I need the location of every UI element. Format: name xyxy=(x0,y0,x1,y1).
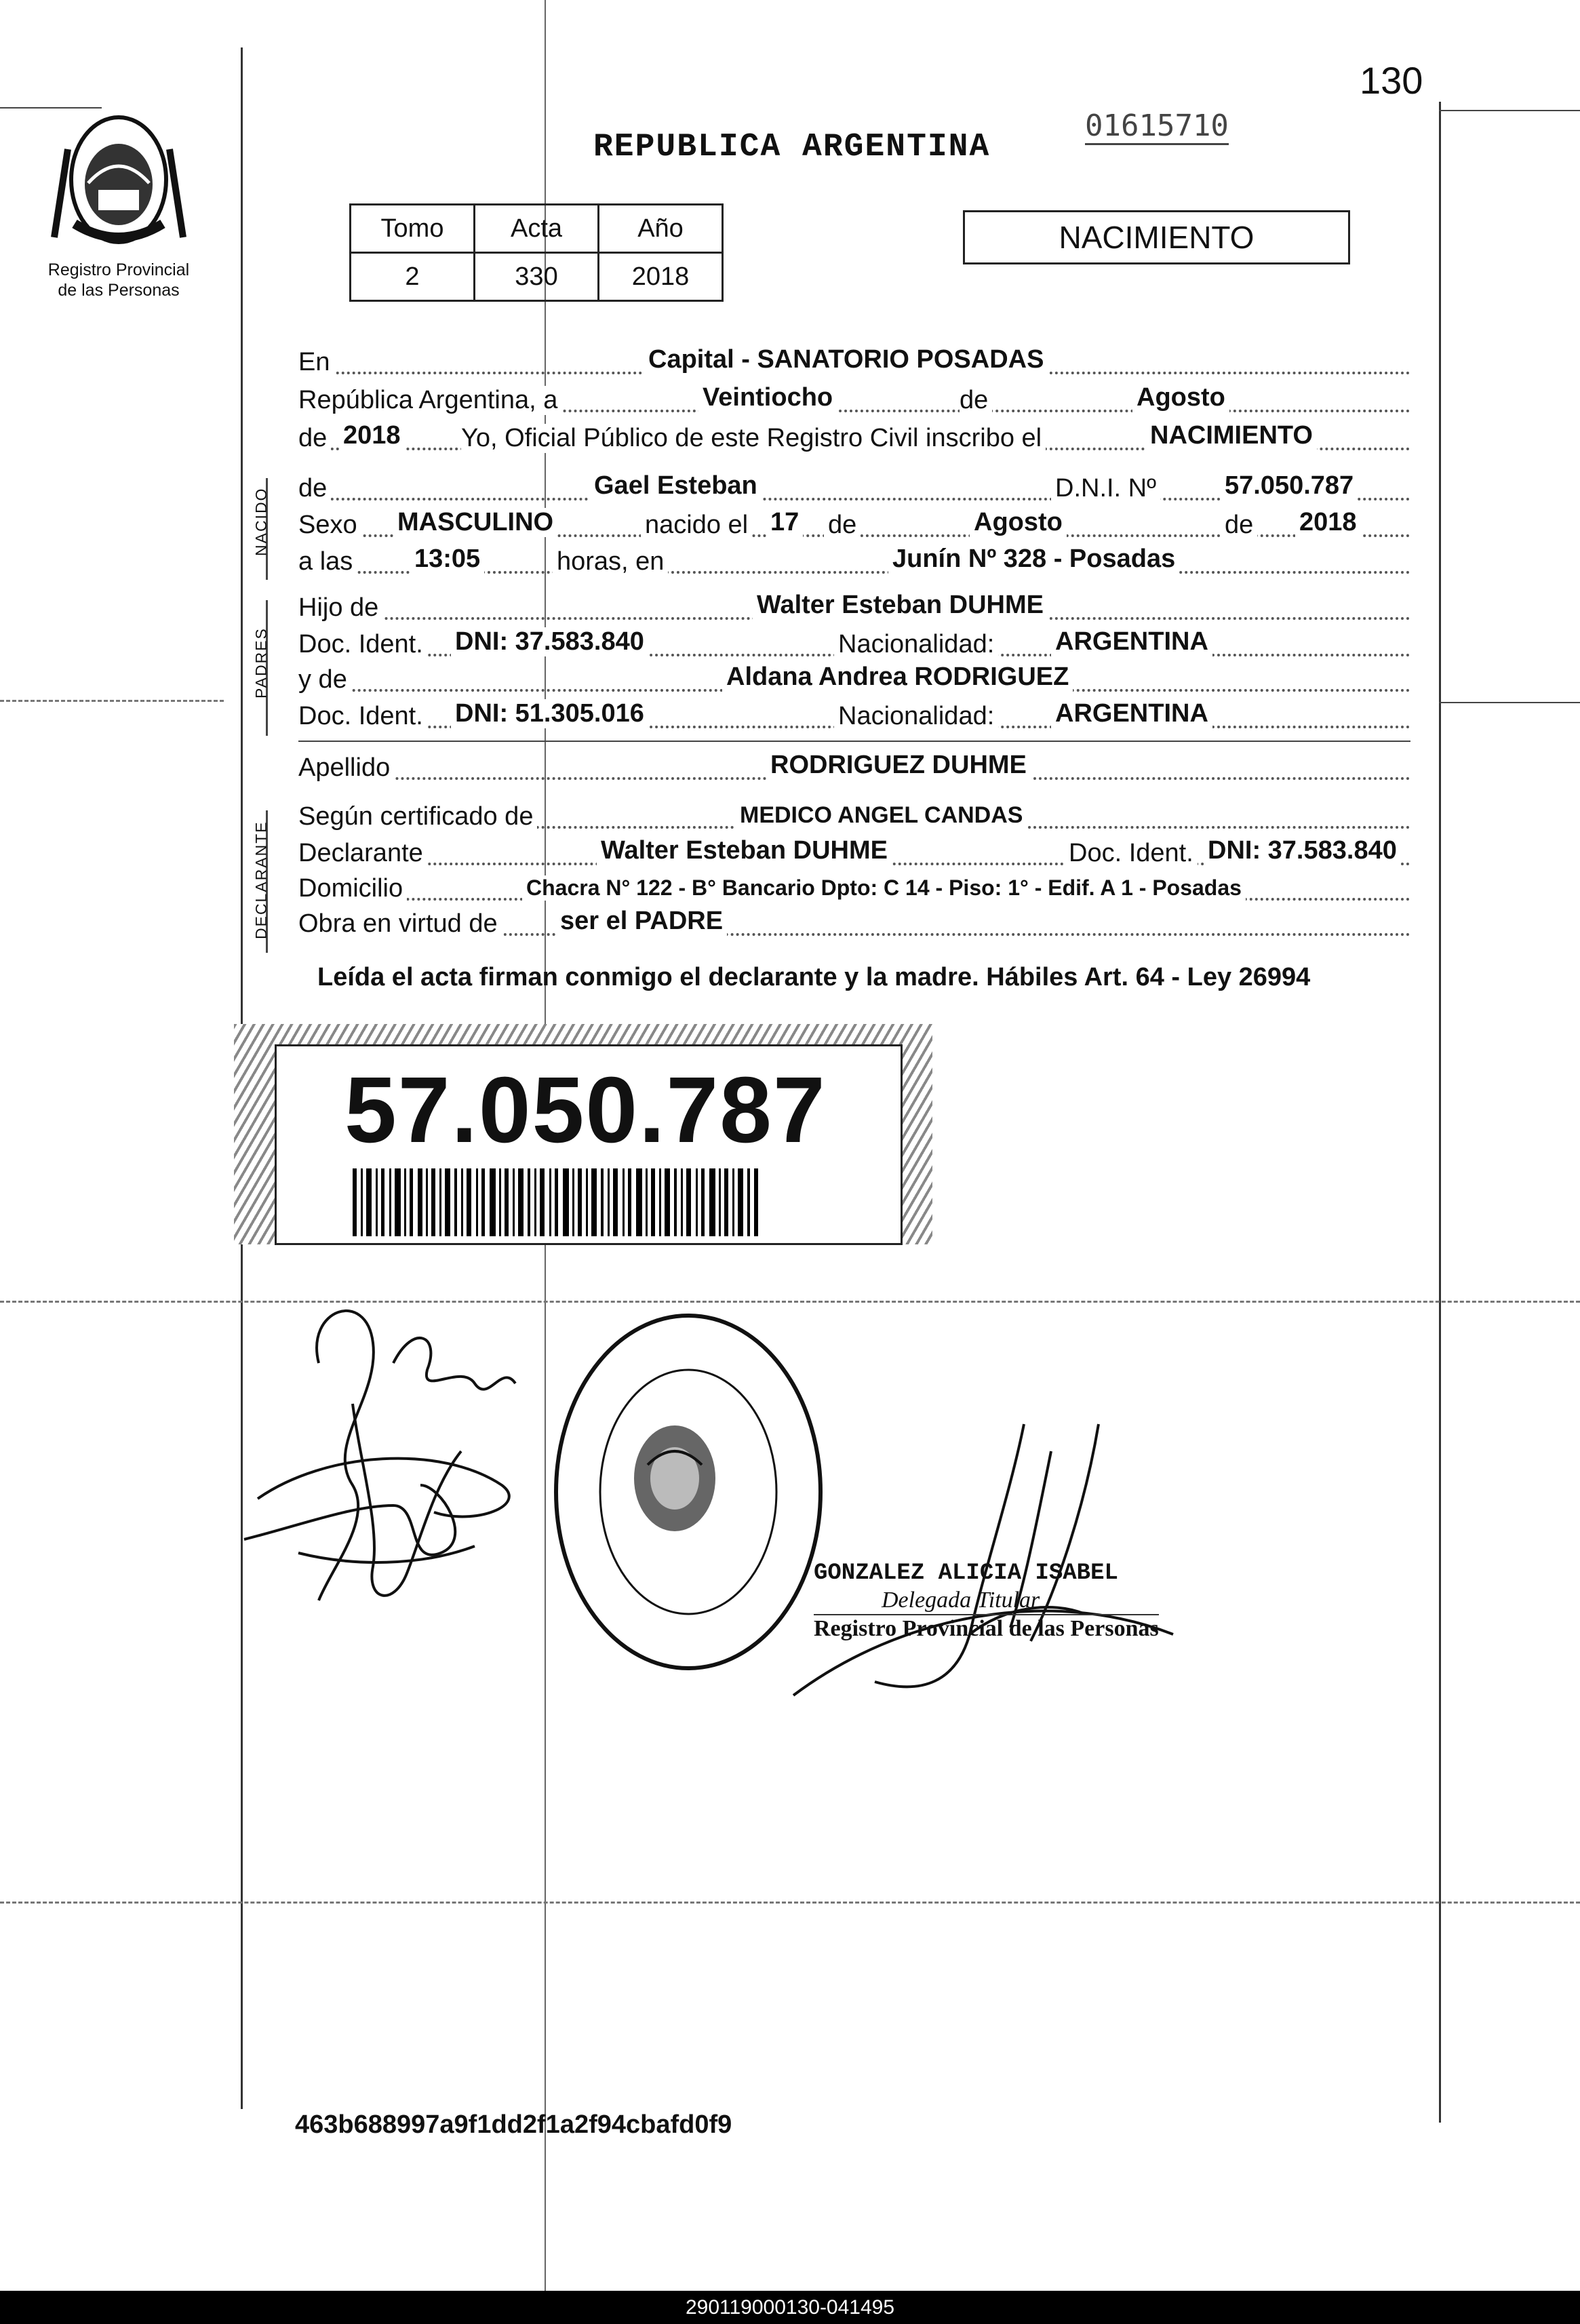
row-name xyxy=(298,472,1410,507)
row-obra xyxy=(298,907,1410,943)
dni-sticker xyxy=(234,1024,932,1244)
fold-dash-lower xyxy=(0,1902,1580,1904)
value-birth-time: 13:05 xyxy=(410,545,484,574)
value-child-name: Gael Esteban xyxy=(590,471,762,500)
row-declarant xyxy=(298,837,1410,872)
label-declarante: Declarante xyxy=(298,839,427,868)
table-header-tomo: Tomo xyxy=(351,205,475,253)
edge-dash-left-1 xyxy=(0,700,224,702)
row-mother xyxy=(298,663,1410,698)
table-header-ano: Año xyxy=(599,205,723,253)
side-label-nacido: NACIDO xyxy=(252,487,270,556)
value-child-dni: 57.050.787 xyxy=(1221,471,1358,500)
row-certificate xyxy=(298,800,1410,835)
label-dni: D.N.I. Nº xyxy=(1051,474,1160,503)
label-en: En xyxy=(298,348,334,377)
row-father-doc xyxy=(298,628,1410,663)
row-address xyxy=(298,872,1410,907)
value-declarant-doc: DNI: 37.583.840 xyxy=(1204,836,1401,865)
row-father xyxy=(298,591,1410,627)
dni-big-number: 57.050.787 xyxy=(344,1058,827,1162)
label-domicilio: Domicilio xyxy=(298,874,407,903)
label-declarant-doc: Doc. Ident. xyxy=(1065,839,1198,868)
value-declarant: Walter Esteban DUHME xyxy=(597,836,892,865)
label-republica: República Argentina, a xyxy=(298,386,561,415)
registry-caption-line2: de las Personas xyxy=(58,281,180,300)
edge-line-top xyxy=(1439,110,1580,111)
label-apellido: Apellido xyxy=(298,753,394,783)
serial-number: 01615710 xyxy=(1085,109,1229,145)
label-de-month: de xyxy=(824,511,861,540)
official-block xyxy=(814,1560,1159,1644)
record-table xyxy=(349,203,724,302)
table-value-tomo: 2 xyxy=(351,253,475,301)
label-y-de: y de xyxy=(298,665,351,694)
label-inscribe: Yo, Oficial Público de este Registro Civil inscribo el xyxy=(461,424,1046,453)
value-year: 2018 xyxy=(339,421,405,450)
label-hijo-de: Hijo de xyxy=(298,593,382,623)
official-name: GONZALEZ ALICIA ISABEL xyxy=(814,1560,1118,1586)
label-nacido-el: nacido el xyxy=(641,511,752,540)
label-doc-ident-mother: Doc. Ident. xyxy=(298,702,427,731)
value-sex: MASCULINO xyxy=(393,508,557,537)
row-sex xyxy=(298,509,1410,544)
label-horas: horas, en xyxy=(553,547,668,576)
coat-of-arms-icon xyxy=(47,109,190,251)
label-de: de xyxy=(960,386,992,415)
value-father: Walter Esteban DUHME xyxy=(753,591,1048,620)
value-obra: ser el PADRE xyxy=(556,907,727,936)
footer-code: 290119000130-041495 xyxy=(0,2291,1580,2324)
side-label-declarante: DECLARANTE xyxy=(252,821,270,939)
edge-line-right-1 xyxy=(1439,702,1580,703)
value-birth-day: 17 xyxy=(766,508,803,537)
value-address: Chacra N° 122 - B° Bancario Dpto: C 14 - Piso: 1° - Edif. A 1 - Posadas xyxy=(522,875,1246,901)
registry-caption xyxy=(41,260,197,300)
declarant-signature xyxy=(217,1282,542,1661)
row-mother-doc xyxy=(298,700,1410,735)
row-en xyxy=(298,346,1410,381)
dni-sticker-inner xyxy=(275,1044,903,1245)
barcode-icon xyxy=(353,1168,759,1236)
value-certificate: MEDICO ANGEL CANDAS xyxy=(736,802,1027,829)
label-de-year: de xyxy=(298,424,331,453)
value-day-words: Veintiocho xyxy=(698,383,837,412)
label-de-name: de xyxy=(298,474,331,503)
registry-caption-line1: Registro Provincial xyxy=(47,260,190,279)
section-divider xyxy=(298,741,1410,742)
label-doc-ident: Doc. Ident. xyxy=(298,630,427,659)
value-mother-doc: DNI: 51.305.016 xyxy=(451,699,648,728)
value-mother: Aldana Andrea RODRIGUEZ xyxy=(722,663,1073,692)
table-header-acta: Acta xyxy=(475,205,599,253)
label-de-birthyear: de xyxy=(1221,511,1257,540)
value-record-kind: NACIMIENTO xyxy=(1146,421,1317,450)
value-month: Agosto xyxy=(1132,383,1229,412)
record-type: NACIMIENTO xyxy=(963,210,1350,264)
table-value-acta: 330 xyxy=(475,253,599,301)
official-role: Delegada Titular xyxy=(882,1588,1040,1613)
value-father-doc: DNI: 37.583.840 xyxy=(451,627,648,656)
table-value-ano: 2018 xyxy=(599,253,723,301)
row-date xyxy=(298,384,1410,419)
value-place: Capital - SANATORIO POSADAS xyxy=(644,345,1048,374)
label-nacionalidad-mother: Nacionalidad: xyxy=(834,702,998,731)
row-time-place xyxy=(298,545,1410,580)
row-surname xyxy=(298,751,1410,787)
page-number: 130 xyxy=(1360,59,1423,102)
label-a-las: a las xyxy=(298,547,357,576)
label-certificado: Según certificado de xyxy=(298,802,537,831)
label-nacionalidad: Nacionalidad: xyxy=(834,630,998,659)
value-birth-month: Agosto xyxy=(970,508,1067,537)
value-mother-nationality: ARGENTINA xyxy=(1051,699,1212,728)
closing-note: Leída el acta firman conmigo el declarante y la madre. Hábiles Art. 64 - Ley 26994 xyxy=(317,963,1311,991)
official-office: Registro Provincial de las Personas xyxy=(814,1614,1159,1642)
value-father-nationality: ARGENTINA xyxy=(1051,627,1212,656)
country-title: REPUBLICA ARGENTINA xyxy=(593,129,991,165)
label-obra: Obra en virtud de xyxy=(298,909,502,939)
document-hash: 463b688997a9f1dd2f1a2f94cbafd0f9 xyxy=(295,2110,732,2139)
value-surname: RODRIGUEZ DUHME xyxy=(766,751,1031,780)
value-birth-year: 2018 xyxy=(1295,508,1361,537)
side-label-padres: PADRES xyxy=(252,627,270,698)
right-margin-line xyxy=(1439,102,1441,2123)
value-birth-place: Junín Nº 328 - Posadas xyxy=(888,545,1179,574)
registry-seal xyxy=(41,109,197,300)
label-sexo: Sexo xyxy=(298,511,361,540)
row-inscribe xyxy=(298,422,1410,457)
